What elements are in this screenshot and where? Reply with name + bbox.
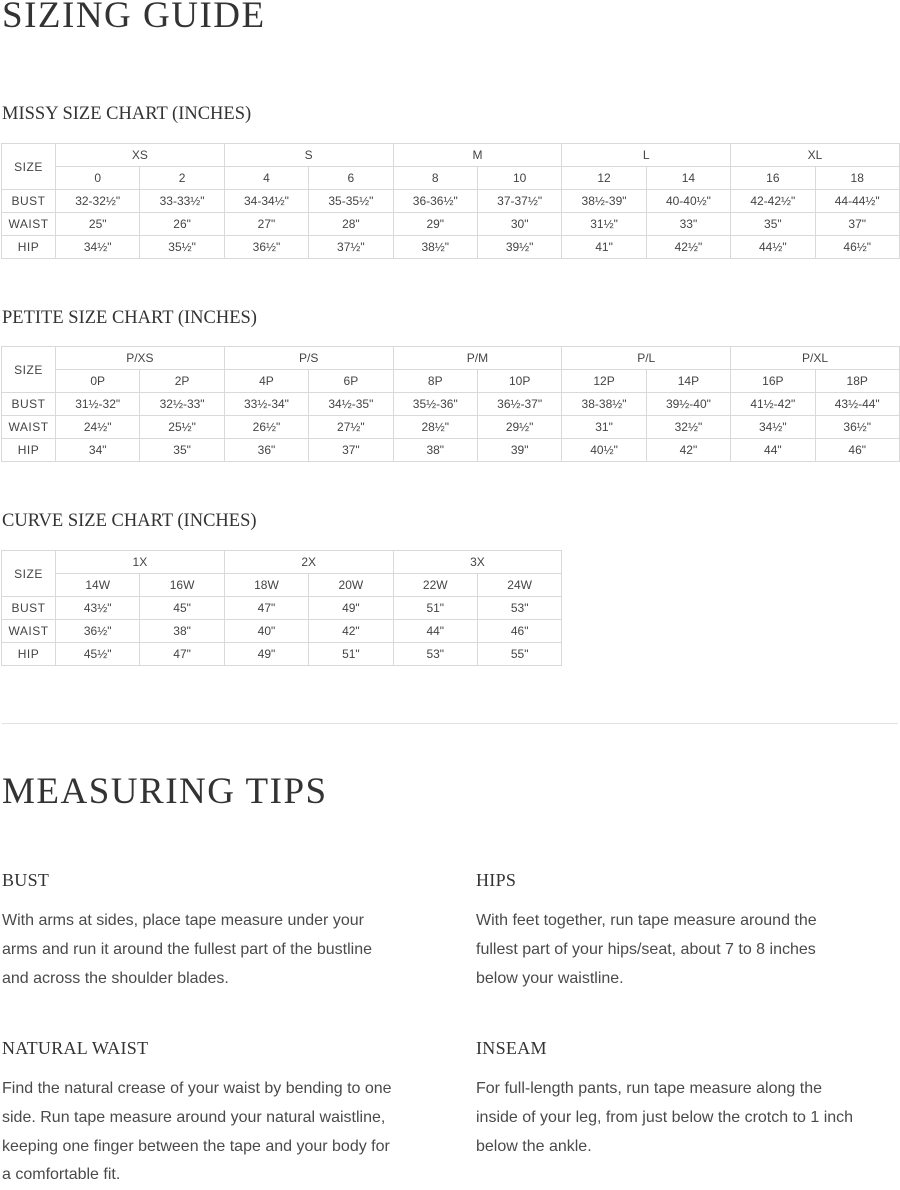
- waist-cell: 32½": [646, 416, 730, 439]
- waist-row-label: WAIST: [2, 416, 56, 439]
- tip-inseam: [476, 1038, 856, 1161]
- hip-cell: 36": [224, 439, 308, 462]
- hip-cell: 44½": [731, 236, 815, 259]
- size-header-cell: 14: [646, 167, 730, 190]
- petite-size-table: [1, 346, 900, 462]
- size-header-cell: 8P: [393, 370, 477, 393]
- size-header-cell: 18: [815, 167, 899, 190]
- waist-cell: 30": [477, 213, 561, 236]
- size-header-cell: 10P: [477, 370, 561, 393]
- size-group-header: 3X: [393, 551, 562, 574]
- hip-cell: 37": [309, 439, 393, 462]
- hip-cell: 36½": [224, 236, 308, 259]
- size-row-label: SIZE: [2, 144, 56, 190]
- size-group-header: S: [224, 144, 393, 167]
- size-header-cell: 4P: [224, 370, 308, 393]
- hip-cell: 46": [815, 439, 899, 462]
- bust-cell: 53": [477, 597, 561, 620]
- bust-cell: 39½-40": [646, 393, 730, 416]
- size-group-header: XS: [56, 144, 225, 167]
- size-header-cell: 24W: [477, 574, 561, 597]
- size-header-cell: 12: [562, 167, 646, 190]
- bust-cell: 35½-36": [393, 393, 477, 416]
- size-group-header: XL: [731, 144, 900, 167]
- bust-cell: 32-32½": [56, 190, 140, 213]
- curve-chart-title: CURVE SIZE CHART (INCHES): [2, 511, 257, 531]
- hip-cell: 51": [309, 643, 393, 666]
- tip-hips: [476, 870, 856, 993]
- size-header-cell: 18P: [815, 370, 899, 393]
- hip-cell: 53": [393, 643, 477, 666]
- tip-text: With arms at sides, place tape measure under your arms and run it around the fullest part of the bustline and across the shoulder blades.: [2, 912, 372, 987]
- tip-heading: NATURAL WAIST: [2, 1038, 149, 1058]
- waist-cell: 38": [140, 620, 224, 643]
- hip-cell: 34": [56, 439, 140, 462]
- size-group-header: 1X: [56, 551, 225, 574]
- hip-cell: 40½": [562, 439, 646, 462]
- size-header-cell: 10: [477, 167, 561, 190]
- size-group-header: P/XS: [56, 347, 225, 370]
- size-header-cell: 16: [731, 167, 815, 190]
- size-header-cell: 4: [224, 167, 308, 190]
- bust-row-label: BUST: [2, 190, 56, 213]
- bust-cell: 44-44½": [815, 190, 899, 213]
- bust-cell: 32½-33": [140, 393, 224, 416]
- hip-cell: 35½": [140, 236, 224, 259]
- tip-text: Find the natural crease of your waist by bending to one side. Run tape measure around your natural waistline, keeping one finger between the tape and your body for a comfortable fit.: [2, 1080, 392, 1184]
- hip-cell: 42½": [646, 236, 730, 259]
- size-group-header: P/M: [393, 347, 562, 370]
- hip-cell: 37½": [309, 236, 393, 259]
- hip-cell: 35": [140, 439, 224, 462]
- size-header-cell: 22W: [393, 574, 477, 597]
- hip-cell: 47": [140, 643, 224, 666]
- hip-cell: 49": [224, 643, 308, 666]
- size-header-cell: 14P: [646, 370, 730, 393]
- bust-cell: 34½-35": [309, 393, 393, 416]
- bust-cell: 49": [309, 597, 393, 620]
- waist-cell: 27½": [309, 416, 393, 439]
- tip-heading: INSEAM: [476, 1038, 547, 1058]
- bust-cell: 35-35½": [309, 190, 393, 213]
- hip-cell: 39½": [477, 236, 561, 259]
- bust-cell: 36-36½": [393, 190, 477, 213]
- size-group-header: P/XL: [731, 347, 900, 370]
- bust-cell: 47": [224, 597, 308, 620]
- hip-cell: 46½": [815, 236, 899, 259]
- size-group-header: P/S: [224, 347, 393, 370]
- size-header-cell: 8: [393, 167, 477, 190]
- hip-cell: 41": [562, 236, 646, 259]
- hip-cell: 45½": [56, 643, 140, 666]
- waist-cell: 36½": [815, 416, 899, 439]
- bust-cell: 34-34½": [224, 190, 308, 213]
- waist-cell: 29": [393, 213, 477, 236]
- waist-cell: 31": [562, 416, 646, 439]
- size-group-header: L: [562, 144, 731, 167]
- waist-cell: 25½": [140, 416, 224, 439]
- measuring-tips-title: MEASURING TIPS: [2, 771, 328, 812]
- size-header-cell: 12P: [562, 370, 646, 393]
- hip-cell: 44": [731, 439, 815, 462]
- missy-size-table: [1, 143, 900, 259]
- bust-cell: 33½-34": [224, 393, 308, 416]
- bust-cell: 37-37½": [477, 190, 561, 213]
- size-header-cell: 14W: [56, 574, 140, 597]
- waist-cell: 33": [646, 213, 730, 236]
- size-header-cell: 0: [56, 167, 140, 190]
- waist-cell: 31½": [562, 213, 646, 236]
- bust-cell: 41½-42": [731, 393, 815, 416]
- section-divider: [2, 723, 898, 724]
- waist-cell: 34½": [731, 416, 815, 439]
- size-header-cell: 6: [309, 167, 393, 190]
- waist-cell: 44": [393, 620, 477, 643]
- waist-row-label: WAIST: [2, 620, 56, 643]
- waist-cell: 40": [224, 620, 308, 643]
- bust-cell: 38½-39": [562, 190, 646, 213]
- size-header-cell: 2: [140, 167, 224, 190]
- hip-row-label: HIP: [2, 643, 56, 666]
- page-title: SIZING GUIDE: [2, 0, 266, 36]
- size-row-label: SIZE: [2, 551, 56, 597]
- tip-heading: BUST: [2, 870, 50, 890]
- bust-cell: 43½-44": [815, 393, 899, 416]
- hip-cell: 38½": [393, 236, 477, 259]
- tip-bust: [2, 870, 397, 993]
- waist-cell: 42": [309, 620, 393, 643]
- waist-cell: 36½": [56, 620, 140, 643]
- hip-cell: 55": [477, 643, 561, 666]
- waist-cell: 37": [815, 213, 899, 236]
- hip-cell: 42": [646, 439, 730, 462]
- hip-row-label: HIP: [2, 236, 56, 259]
- bust-cell: 36½-37": [477, 393, 561, 416]
- tip-text: With feet together, run tape measure around the fullest part of your hips/seat, about 7 to 8 inches below your waistline.: [476, 912, 817, 987]
- hip-cell: 38": [393, 439, 477, 462]
- bust-cell: 51": [393, 597, 477, 620]
- size-group-header: M: [393, 144, 562, 167]
- size-header-cell: 16P: [731, 370, 815, 393]
- waist-cell: 28": [309, 213, 393, 236]
- bust-cell: 31½-32": [56, 393, 140, 416]
- size-header-cell: 16W: [140, 574, 224, 597]
- bust-cell: 33-33½": [140, 190, 224, 213]
- hip-cell: 39": [477, 439, 561, 462]
- size-header-cell: 2P: [140, 370, 224, 393]
- curve-size-table: [1, 550, 562, 666]
- bust-cell: 40-40½": [646, 190, 730, 213]
- size-header-cell: 20W: [309, 574, 393, 597]
- waist-row-label: WAIST: [2, 213, 56, 236]
- size-header-cell: 0P: [56, 370, 140, 393]
- size-group-header: P/L: [562, 347, 731, 370]
- missy-chart-title: MISSY SIZE CHART (INCHES): [2, 104, 252, 124]
- hip-cell: 34½": [56, 236, 140, 259]
- petite-chart-title: PETITE SIZE CHART (INCHES): [2, 308, 257, 328]
- waist-cell: 26½": [224, 416, 308, 439]
- size-group-header: 2X: [224, 551, 393, 574]
- bust-cell: 45": [140, 597, 224, 620]
- waist-cell: 29½": [477, 416, 561, 439]
- waist-cell: 46": [477, 620, 561, 643]
- waist-cell: 35": [731, 213, 815, 236]
- bust-cell: 43½": [56, 597, 140, 620]
- waist-cell: 24½": [56, 416, 140, 439]
- hip-row-label: HIP: [2, 439, 56, 462]
- waist-cell: 27": [224, 213, 308, 236]
- bust-row-label: BUST: [2, 597, 56, 620]
- bust-cell: 38-38½": [562, 393, 646, 416]
- bust-row-label: BUST: [2, 393, 56, 416]
- bust-cell: 42-42½": [731, 190, 815, 213]
- size-header-cell: 18W: [224, 574, 308, 597]
- waist-cell: 26": [140, 213, 224, 236]
- size-header-cell: 6P: [309, 370, 393, 393]
- tip-text: For full-length pants, run tape measure along the inside of your leg, from just below the crotch to 1 inch below the ankle.: [476, 1080, 854, 1155]
- tip-natural-waist: [2, 1038, 402, 1190]
- size-row-label: SIZE: [2, 347, 56, 393]
- tip-heading: HIPS: [476, 870, 517, 890]
- waist-cell: 25": [56, 213, 140, 236]
- waist-cell: 28½": [393, 416, 477, 439]
